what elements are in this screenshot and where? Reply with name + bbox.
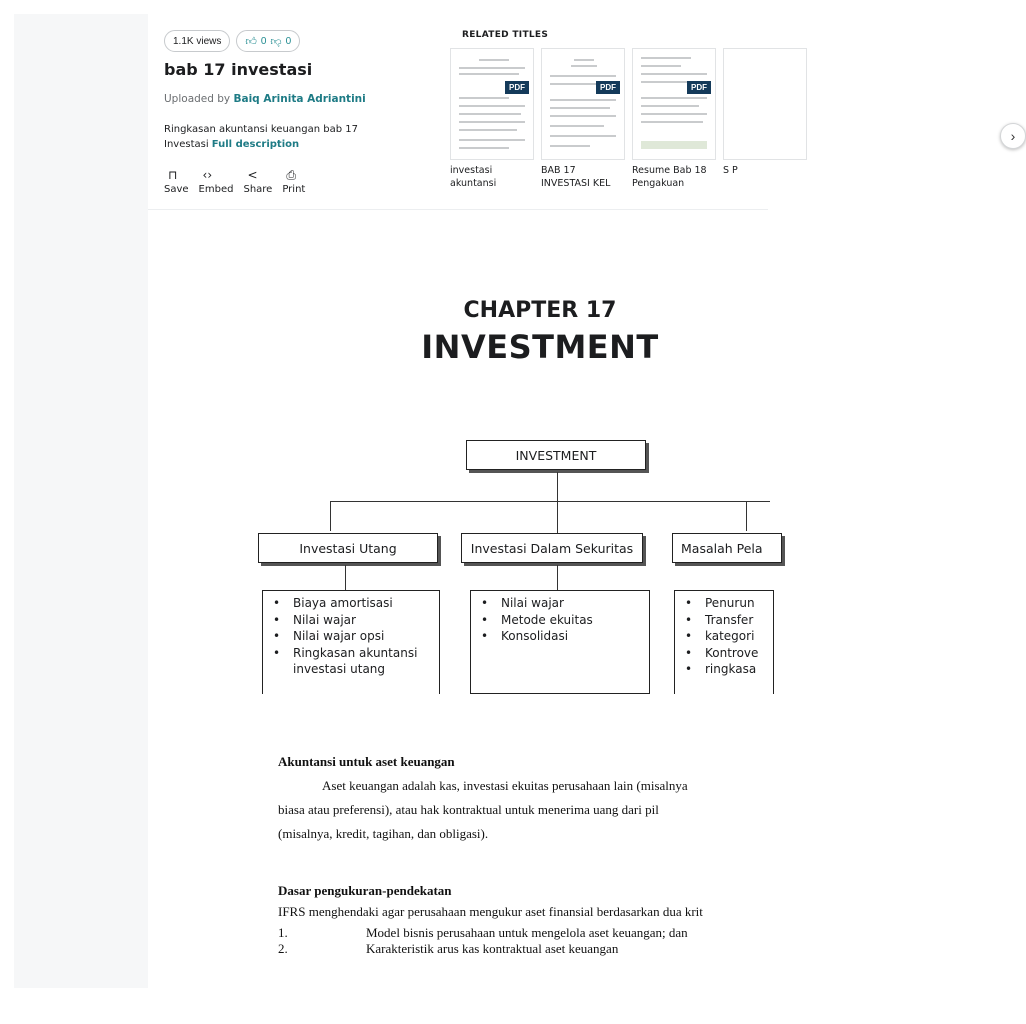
list-item: • Nilai wajar opsi (273, 628, 435, 645)
embed-label: Embed (198, 184, 234, 195)
section-measurement-basis (278, 883, 768, 957)
related-caption[interactable]: S P (723, 165, 738, 176)
paragraph-line: IFRS menghendaki agar perusahaan mengukur aset finansial berdasarkan dua krit (278, 904, 703, 919)
numbered-list (278, 925, 768, 957)
share-icon: < (247, 168, 258, 182)
document-header (148, 14, 1016, 210)
diagram-branch-debt: Investasi Utang (258, 533, 438, 563)
rating-pill[interactable] (236, 30, 300, 52)
related-titles-heading: RELATED TITLES (462, 30, 549, 40)
action-bar (164, 166, 305, 195)
print-icon: ⎙ (286, 168, 296, 182)
diagram-branch-equity: Investasi Dalam Sekuritas (461, 533, 643, 563)
diagram-list-equity (470, 590, 650, 694)
pdf-badge: PDF (687, 81, 711, 94)
pdf-badge: PDF (596, 81, 620, 94)
save-label: Save (164, 184, 189, 195)
related-thumbnail[interactable] (541, 48, 625, 160)
document-description (164, 122, 364, 152)
paragraph-line: Aset keuangan adalah kas, investasi ekuitas perusahaan lain (misalnya (322, 778, 688, 793)
save-button[interactable] (164, 166, 189, 195)
views-count: 1.1K views (173, 35, 222, 47)
uploaded-by-label: Uploaded by (164, 93, 231, 105)
document-viewer (148, 14, 1016, 988)
likes-count: 0 (260, 35, 267, 47)
diagram-list-debt (262, 590, 440, 694)
full-description-link[interactable]: Full description (211, 139, 300, 150)
section-heading: Akuntansi untuk aset keuangan (278, 754, 455, 769)
list-item: • Biaya amortisasi (273, 595, 435, 612)
list-item: • Ringkasan akuntansi investasi utang (273, 645, 435, 678)
list-item: • Penurun (685, 595, 769, 612)
share-label: Share (243, 184, 273, 195)
diagram-list-other (674, 590, 774, 694)
diagram-root-box: INVESTMENT (466, 440, 646, 470)
list-item: • Transfer (685, 612, 769, 629)
list-item: • Metode ekuitas (481, 612, 645, 629)
list-item: • ringkasa (685, 661, 769, 678)
list-item: • Nilai wajar (273, 612, 435, 629)
related-caption[interactable]: BAB 17 INVESTASI KEL (541, 165, 611, 189)
dislikes-count: 0 (285, 35, 292, 47)
list-number: 2. (278, 941, 288, 956)
related-item[interactable] (632, 48, 716, 190)
related-thumbnail[interactable] (723, 48, 807, 160)
list-text: Karakteristik arus kas kontraktual aset keuangan (366, 941, 619, 956)
section-heading: Dasar pengukuran-pendekatan (278, 883, 452, 898)
embed-icon: ‹› (202, 168, 213, 182)
thumbs-down-icon[interactable]: 👎︎ (270, 35, 282, 48)
section-financial-assets (278, 754, 768, 846)
print-button[interactable] (282, 166, 305, 195)
related-item[interactable] (541, 48, 625, 190)
bookmark-icon: ⊓ (168, 168, 178, 182)
diagram-branch-other: Masalah Pela (672, 533, 782, 563)
chapter-title: INVESTMENT (421, 328, 659, 366)
stats-pills (164, 30, 300, 52)
list-text: Model bisnis perusahaan untuk mengelola aset keuangan; dan (366, 925, 688, 940)
document-title: bab 17 investasi (164, 60, 313, 79)
related-caption[interactable]: investasi akuntansi (450, 165, 497, 189)
uploaded-by (164, 93, 366, 105)
share-button[interactable] (243, 166, 272, 195)
related-titles-carousel (450, 48, 1016, 198)
related-thumbnail[interactable] (450, 48, 534, 160)
description-text: Ringkasan akuntansi keuangan bab 17 Investasi (164, 124, 358, 150)
embed-button[interactable] (199, 166, 234, 195)
list-item (278, 925, 768, 941)
paragraph-line: biasa atau preferensi), atau hak kontraktual untuk menerima uang dari pil (278, 802, 659, 817)
related-item[interactable] (450, 48, 534, 190)
related-thumbnail[interactable] (632, 48, 716, 160)
pdf-badge: PDF (505, 81, 529, 94)
thumbs-up-icon[interactable]: 👍︎ (245, 35, 257, 48)
left-sidebar (14, 14, 148, 988)
author-link[interactable]: Baiq Arinita Adriantini (233, 93, 366, 105)
list-item: • Konsolidasi (481, 628, 645, 645)
list-item: • Nilai wajar (481, 595, 645, 612)
list-number: 1. (278, 925, 288, 940)
views-pill (164, 30, 230, 52)
chevron-right-icon: › (1010, 128, 1016, 144)
related-item[interactable] (723, 48, 807, 177)
list-item (278, 941, 768, 957)
paragraph-line: (misalnya, kredit, tagihan, dan obligasi). (278, 826, 489, 841)
related-caption[interactable]: Resume Bab 18 Pengakuan (632, 165, 707, 189)
list-item: • Kontrove (685, 645, 769, 662)
print-label: Print (282, 184, 306, 195)
carousel-next-button[interactable] (1000, 123, 1026, 149)
chapter-number: CHAPTER 17 (463, 298, 617, 323)
list-item: • kategori (685, 628, 769, 645)
